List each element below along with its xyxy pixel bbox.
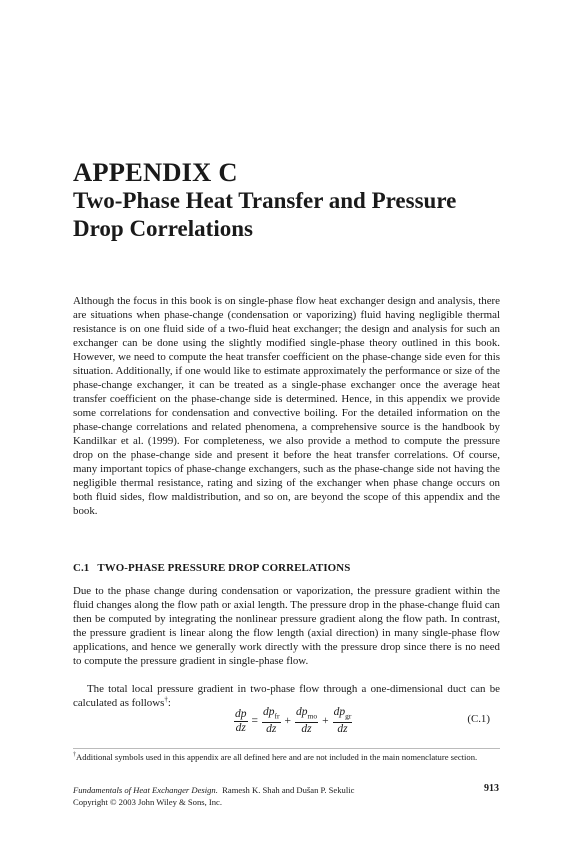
appendix-label: APPENDIX C — [73, 157, 238, 187]
equation-c1 — [73, 706, 500, 736]
friction-term — [262, 706, 281, 736]
section-number: C.1 — [73, 562, 90, 574]
equation-body — [233, 706, 353, 736]
momentum-term — [295, 706, 318, 736]
book-title: Fundamentals of Heat Exchanger Design. — [73, 785, 218, 795]
gravity-subscript: gr — [345, 711, 352, 721]
pressure-gradient-paragraph: Due to the phase change during condensation or vaporization, the pressure gradient within the fluid changes along the flow path or axial length. The pressure drop in the phase-change fluid can then be computed by integrating the nonlinear pressure gradient along the flow path. In contrast, the pressure gradient is linear along the flow length (axial direction) in many single-phase flow applications, and hence we generally work directly with the pressure drop since there is no need to compute the pressure gradient in single-phase flow. — [73, 585, 500, 667]
lhs-denominator: dz — [235, 721, 246, 734]
page-footer — [73, 784, 354, 808]
page-number: 913 — [484, 783, 499, 794]
footnote-marker: † — [164, 695, 168, 704]
footnote-text: Additional symbols used in this appendix are all defined here and are not included in the main nomenclature section. — [76, 752, 478, 762]
appendix-title-line-2: Drop Correlations — [73, 216, 253, 241]
equals-sign: = — [251, 715, 258, 728]
intro-paragraph: Although the focus in this book is on single-phase flow heat exchanger design and analysis, there are situations when phase-change (condensation or vaporizing) fluid having negligible thermal resistance is on one fluid side of a two-fluid heat exchanger; the design and analysis for such an exchanger can be done using the slightly modified single-phase theory outlined in this book. However, we need to compute the heat transfer coefficient on the phase-change side even for this situation. Additionally, if one would like to estimate approximately the performance or size of the phase-change exchanger, it can be treated as a single-phase exchanger once the average heat transfer coefficient on the phase-change side is determined. Hence, in this appendix we provide some correlations for condensation and convective boiling. For the detailed information on the phase-change correlations and related phenomena, a comprehensive source is the handbook by Kandilkar et al. (1999). For completeness, we also provide a method to compute the pressure drop on the phase-change side and present it before the heat transfer correlations. Of course, many important topics of phase-change exchangers, such as the phase-change side not having the negligible thermal resistance, rating and sizing of the exchanger when phase change occurs on both fluid sides, flow maldistribution, and so on, are beyond the scope of this appendix and the book. — [73, 295, 500, 517]
friction-numerator: $dp_{fr}$ — [262, 706, 281, 723]
copyright-line: Copyright © 2003 John Wiley & Sons, Inc. — [73, 797, 223, 807]
friction-subscript: fr — [274, 711, 280, 721]
momentum-subscript: mo — [307, 711, 318, 721]
gravity-denominator: dz — [337, 723, 348, 736]
section-title: TWO-PHASE PRESSURE DROP CORRELATIONS — [97, 562, 351, 574]
footnote — [73, 748, 500, 763]
total-gradient-colon: : — [167, 697, 171, 709]
momentum-numerator: $dp_{mo}$ — [295, 706, 318, 723]
citation-line — [73, 784, 354, 796]
lhs-numerator: dp — [235, 707, 247, 720]
lhs-fraction — [234, 708, 248, 735]
book-authors: Ramesh K. Shah and Dušan P. Sekulic — [222, 785, 355, 795]
momentum-denominator: dz — [301, 723, 312, 736]
plus-sign-2: + — [322, 715, 329, 728]
total-gradient-text: The total local pressure gradient in two-phase flow through a one-dimensional duct can be calculated as follows — [73, 683, 500, 709]
appendix-title-line-1: Two-Phase Heat Transfer and Pressure — [73, 188, 457, 213]
section-heading — [73, 562, 350, 574]
friction-denominator: dz — [266, 723, 277, 736]
gravity-term — [333, 706, 353, 736]
footnote-mark: † — [73, 752, 76, 759]
chapter-title-block — [73, 157, 513, 243]
gravity-numerator: $dp_{gr}$ — [333, 706, 353, 723]
plus-sign-1: + — [284, 715, 291, 728]
equation-number: (C.1) — [467, 713, 490, 725]
